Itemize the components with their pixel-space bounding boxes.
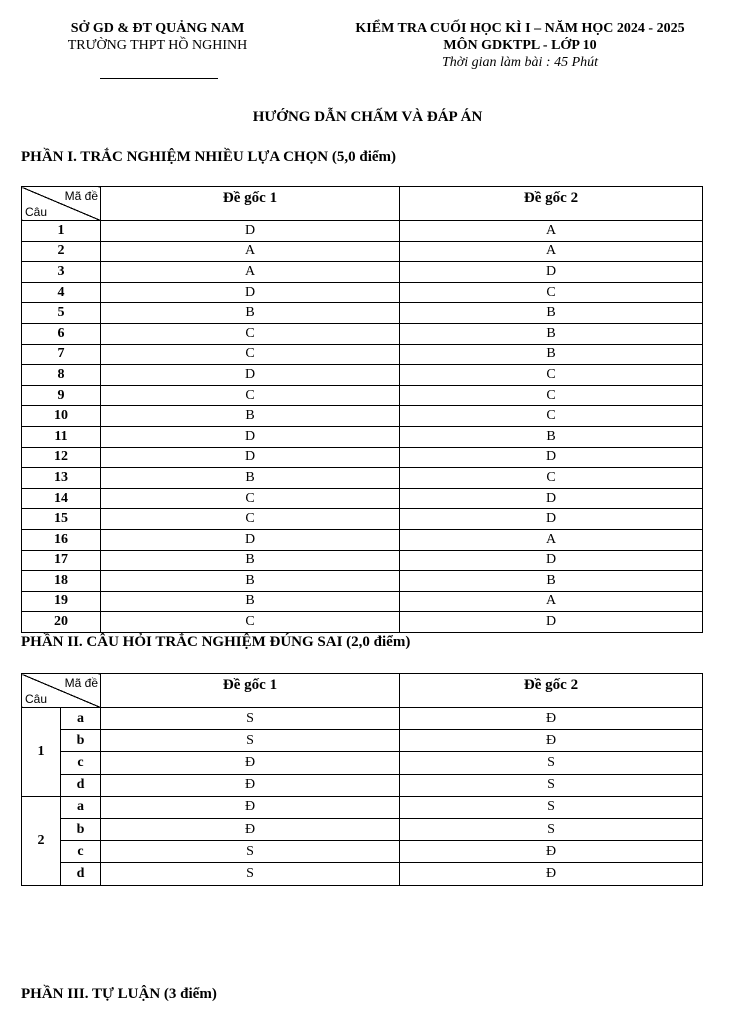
part1-answer-table — [21, 186, 703, 633]
answer-version-2: C — [400, 282, 703, 303]
question-number: 7 — [22, 344, 101, 365]
answer-version-1: Đ — [101, 752, 400, 774]
answer-version-1: Đ — [101, 796, 400, 818]
sub-item-letter: a — [61, 708, 101, 730]
column-header-version-1: Đề gốc 1 — [101, 187, 400, 221]
table-row — [22, 447, 703, 468]
corner-cell — [22, 674, 101, 708]
answer-version-2: A — [400, 529, 703, 550]
sub-item-letter: c — [61, 841, 101, 863]
answer-version-1: B — [101, 591, 400, 612]
question-number: 15 — [22, 509, 101, 530]
question-number: 1 — [22, 708, 61, 797]
answer-version-1: S — [101, 863, 400, 885]
question-number: 14 — [22, 488, 101, 509]
table-row — [22, 612, 703, 633]
answer-version-2: B — [400, 426, 703, 447]
answer-version-2: S — [400, 818, 703, 840]
question-number: 4 — [22, 282, 101, 303]
answer-version-1: C — [101, 488, 400, 509]
question-number: 20 — [22, 612, 101, 633]
question-number: 10 — [22, 406, 101, 427]
answer-version-1: S — [101, 730, 400, 752]
corner-cell — [22, 187, 101, 221]
answer-version-2: Đ — [400, 841, 703, 863]
answer-version-2: B — [400, 323, 703, 344]
answer-version-2: S — [400, 774, 703, 796]
question-number: 8 — [22, 365, 101, 386]
answer-version-2: C — [400, 385, 703, 406]
table-row — [22, 365, 703, 386]
question-number: 1 — [22, 221, 101, 242]
answer-version-1: C — [101, 509, 400, 530]
table-row — [22, 841, 703, 863]
answer-version-1: D — [101, 221, 400, 242]
answer-version-1: D — [101, 426, 400, 447]
corner-label-top: Mã đề — [64, 676, 98, 690]
answer-version-2: Đ — [400, 863, 703, 885]
question-number: 3 — [22, 262, 101, 283]
answer-version-2: D — [400, 612, 703, 633]
answer-version-1: C — [101, 323, 400, 344]
table-row — [22, 282, 703, 303]
table-row — [22, 488, 703, 509]
answer-version-1: A — [101, 241, 400, 262]
question-number: 2 — [22, 241, 101, 262]
sub-item-letter: d — [61, 774, 101, 796]
table-row — [22, 426, 703, 447]
part2-heading: PHẦN II. CÂU HỎI TRẮC NGHIỆM ĐÚNG SAI (2,0 điểm) — [21, 634, 411, 650]
sub-item-letter: c — [61, 752, 101, 774]
question-number: 16 — [22, 529, 101, 550]
question-number: 17 — [22, 550, 101, 571]
sub-item-letter: b — [61, 730, 101, 752]
time-line: Thời gian làm bài : 45 Phút — [441, 55, 599, 70]
table-row — [22, 529, 703, 550]
column-header-version-2: Đề gốc 2 — [400, 187, 703, 221]
answer-version-1: B — [101, 571, 400, 592]
sub-item-letter: a — [61, 796, 101, 818]
table-row — [22, 509, 703, 530]
answer-version-2: D — [400, 447, 703, 468]
table-row — [22, 730, 703, 752]
table-row — [22, 591, 703, 612]
answer-version-1: B — [101, 550, 400, 571]
school-name: TRƯỜNG THPT HỒ NGHINH — [67, 38, 248, 53]
answer-version-2: C — [400, 365, 703, 386]
table-row — [22, 385, 703, 406]
corner-label-top: Mã đề — [64, 189, 98, 203]
subject-line: MÔN GDKTPL - LỚP 10 — [443, 38, 597, 53]
sub-item-letter: d — [61, 863, 101, 885]
column-header-version-2: Đề gốc 2 — [400, 674, 703, 708]
header-right — [320, 20, 720, 71]
answer-version-2: B — [400, 571, 703, 592]
answer-version-1: B — [101, 406, 400, 427]
table-row — [22, 323, 703, 344]
answer-version-1: C — [101, 344, 400, 365]
table-row — [22, 303, 703, 324]
table-row — [22, 468, 703, 489]
answer-version-2: B — [400, 344, 703, 365]
question-number: 5 — [22, 303, 101, 324]
table-row — [22, 571, 703, 592]
table-row — [22, 406, 703, 427]
answer-version-2: D — [400, 262, 703, 283]
table-row — [22, 241, 703, 262]
table-row — [22, 550, 703, 571]
question-number: 9 — [22, 385, 101, 406]
answer-version-1: D — [101, 447, 400, 468]
table-row — [22, 262, 703, 283]
answer-version-2: C — [400, 406, 703, 427]
part3-heading: PHẦN III. TỰ LUẬN (3 điểm) — [21, 986, 217, 1002]
header-underline — [100, 78, 218, 79]
answer-version-1: A — [101, 262, 400, 283]
column-header-version-1: Đề gốc 1 — [101, 674, 400, 708]
answer-version-1: S — [101, 841, 400, 863]
answer-version-1: Đ — [101, 774, 400, 796]
table-row — [22, 221, 703, 242]
part1-heading: PHẦN I. TRẮC NGHIỆM NHIỀU LỰA CHỌN (5,0 điểm) — [21, 149, 397, 165]
table-header-row — [22, 674, 703, 708]
table-row — [22, 796, 703, 818]
answer-version-2: D — [400, 509, 703, 530]
table-row — [22, 863, 703, 885]
exam-title: KIỂM TRA CUỐI HỌC KÌ I – NĂM HỌC 2024 - 2025 — [355, 21, 685, 36]
answer-version-1: D — [101, 282, 400, 303]
sub-item-letter: b — [61, 818, 101, 840]
part2-answer-table — [21, 673, 703, 886]
table-row — [22, 344, 703, 365]
answer-version-1: S — [101, 708, 400, 730]
answer-version-1: B — [101, 468, 400, 489]
question-number: 6 — [22, 323, 101, 344]
answer-version-2: D — [400, 488, 703, 509]
table-row — [22, 818, 703, 840]
answer-version-1: B — [101, 303, 400, 324]
answer-version-2: B — [400, 303, 703, 324]
answer-version-1: D — [101, 529, 400, 550]
question-number: 11 — [22, 426, 101, 447]
question-number: 13 — [22, 468, 101, 489]
answer-version-1: C — [101, 612, 400, 633]
corner-label-bottom: Câu — [25, 205, 48, 219]
question-number: 19 — [22, 591, 101, 612]
table-row — [22, 774, 703, 796]
answer-version-2: C — [400, 468, 703, 489]
table-row — [22, 752, 703, 774]
answer-version-2: A — [400, 241, 703, 262]
answer-version-1: C — [101, 385, 400, 406]
answer-version-2: A — [400, 591, 703, 612]
answer-version-2: S — [400, 796, 703, 818]
answer-version-1: Đ — [101, 818, 400, 840]
answer-version-2: Đ — [400, 708, 703, 730]
answer-version-2: A — [400, 221, 703, 242]
corner-label-bottom: Câu — [25, 692, 48, 706]
table-header-row — [22, 187, 703, 221]
answer-version-1: D — [101, 365, 400, 386]
question-number: 12 — [22, 447, 101, 468]
table-row — [22, 708, 703, 730]
answer-version-2: S — [400, 752, 703, 774]
document-title: HƯỚNG DẪN CHẤM VÀ ĐÁP ÁN — [252, 109, 483, 125]
department-name: SỞ GD & ĐT QUẢNG NAM — [70, 21, 245, 36]
answer-version-2: Đ — [400, 730, 703, 752]
header-left — [20, 20, 295, 54]
question-number: 18 — [22, 571, 101, 592]
answer-version-2: D — [400, 550, 703, 571]
question-number: 2 — [22, 796, 61, 885]
